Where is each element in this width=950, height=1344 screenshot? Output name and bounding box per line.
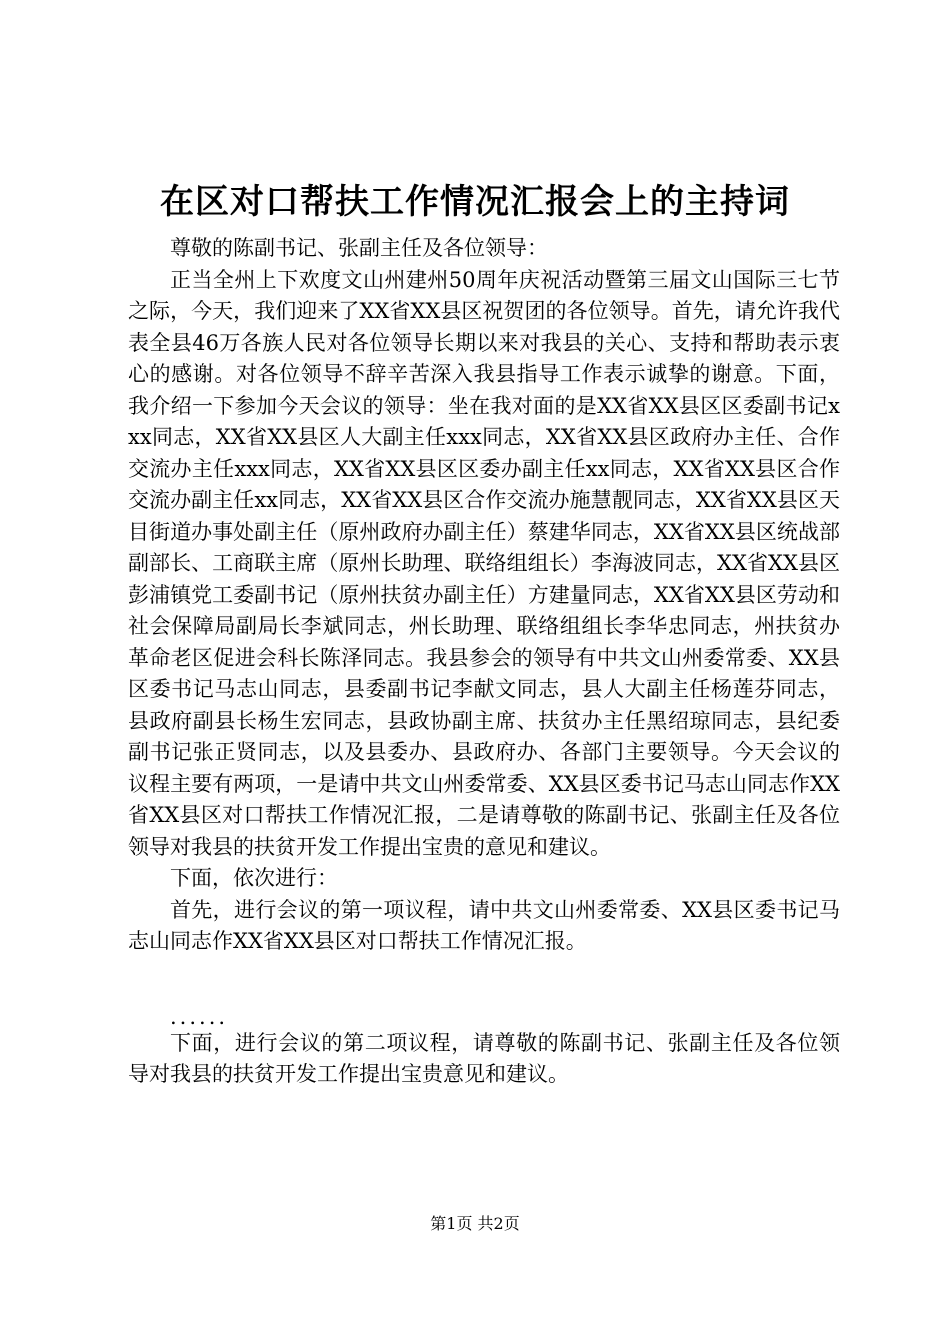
ellipsis-paragraph: ...... — [170, 1004, 229, 1029]
page-number-footer: 第1页 共2页 — [430, 1214, 520, 1233]
introduction-paragraph: 正当全州上下欢度文山州建州50周年庆祝活动暨第三届文山国际三七节之际，今天，我们迎来了XX省XX县区祝贺团的各位领导。首先，请允许我代表全县46万各族人民对各位领导长期以来对我县的关心、支持和帮助表示衷心的感谢。对各位领导不辞辛苦深入我县指导工作表示诚挚的谢意。下面，我介绍一下参加今天会议的领导：坐在我对面的是XX省XX县区区委副书记xxx同志，XX省XX县区人大副主任xxx同志，XX省XX县区政府办主任、合作交流办主任xxx同志，XX省XX县区区委办副主任xx同志，XX省XX县区合作交流办副主任xx同志，XX省XX县区合作交流办施慧靓同志，XX省XX县区天目街道办事处副主任（原州政府办副主任）蔡建华同志，XX省XX县区统战部副部长、工商联主席（原州长助理、联络组组长）李海波同志，XX省XX县区彭浦镇党工委副书记（原州扶贫办副主任）方建量同志，XX省XX县区劳动和社会保障局副局长李斌同志，州长助理、联络组组长李华忠同志，州扶贫办革命老区促进会科长陈泽同志。我县参会的领导有中共文山州委常委、XX县区委书记马志山同志，县委副书记李献文同志，县人大副主任杨莲芬同志，县政府副县长杨生宏同志，县政协副主席、扶贫办主任黑绍琼同志，县纪委副书记张正贤同志，以及县委办、县政府办、各部门主要领导。今天会议的议程主要有两项，一是请中共文山州委常委、XX县区委书记马志山同志作XX省XX县区对口帮扶工作情况汇报，二是请尊敬的陈副书记、张副主任及各位领导对我县的扶贫开发工作提出宝贵的意见和建议。 — [128, 267, 840, 859]
agenda-item-1-paragraph: 首先，进行会议的第一项议程，请中共文山州委常委、XX县区委书记马志山同志作XX省XX县区对口帮扶工作情况汇报。 — [128, 897, 840, 953]
document-title: 在区对口帮扶工作情况汇报会上的主持词 — [160, 182, 790, 222]
agenda-intro-paragraph: 下面，依次进行： — [170, 866, 338, 890]
salutation-paragraph: 尊敬的陈副书记、张副主任及各位领导： — [170, 236, 548, 260]
document-body — [128, 233, 840, 1091]
agenda-item-2-paragraph: 下面，进行会议的第二项议程，请尊敬的陈副书记、张副主任及各位领导对我县的扶贫开发工作提出宝贵意见和建议。 — [128, 1030, 840, 1086]
